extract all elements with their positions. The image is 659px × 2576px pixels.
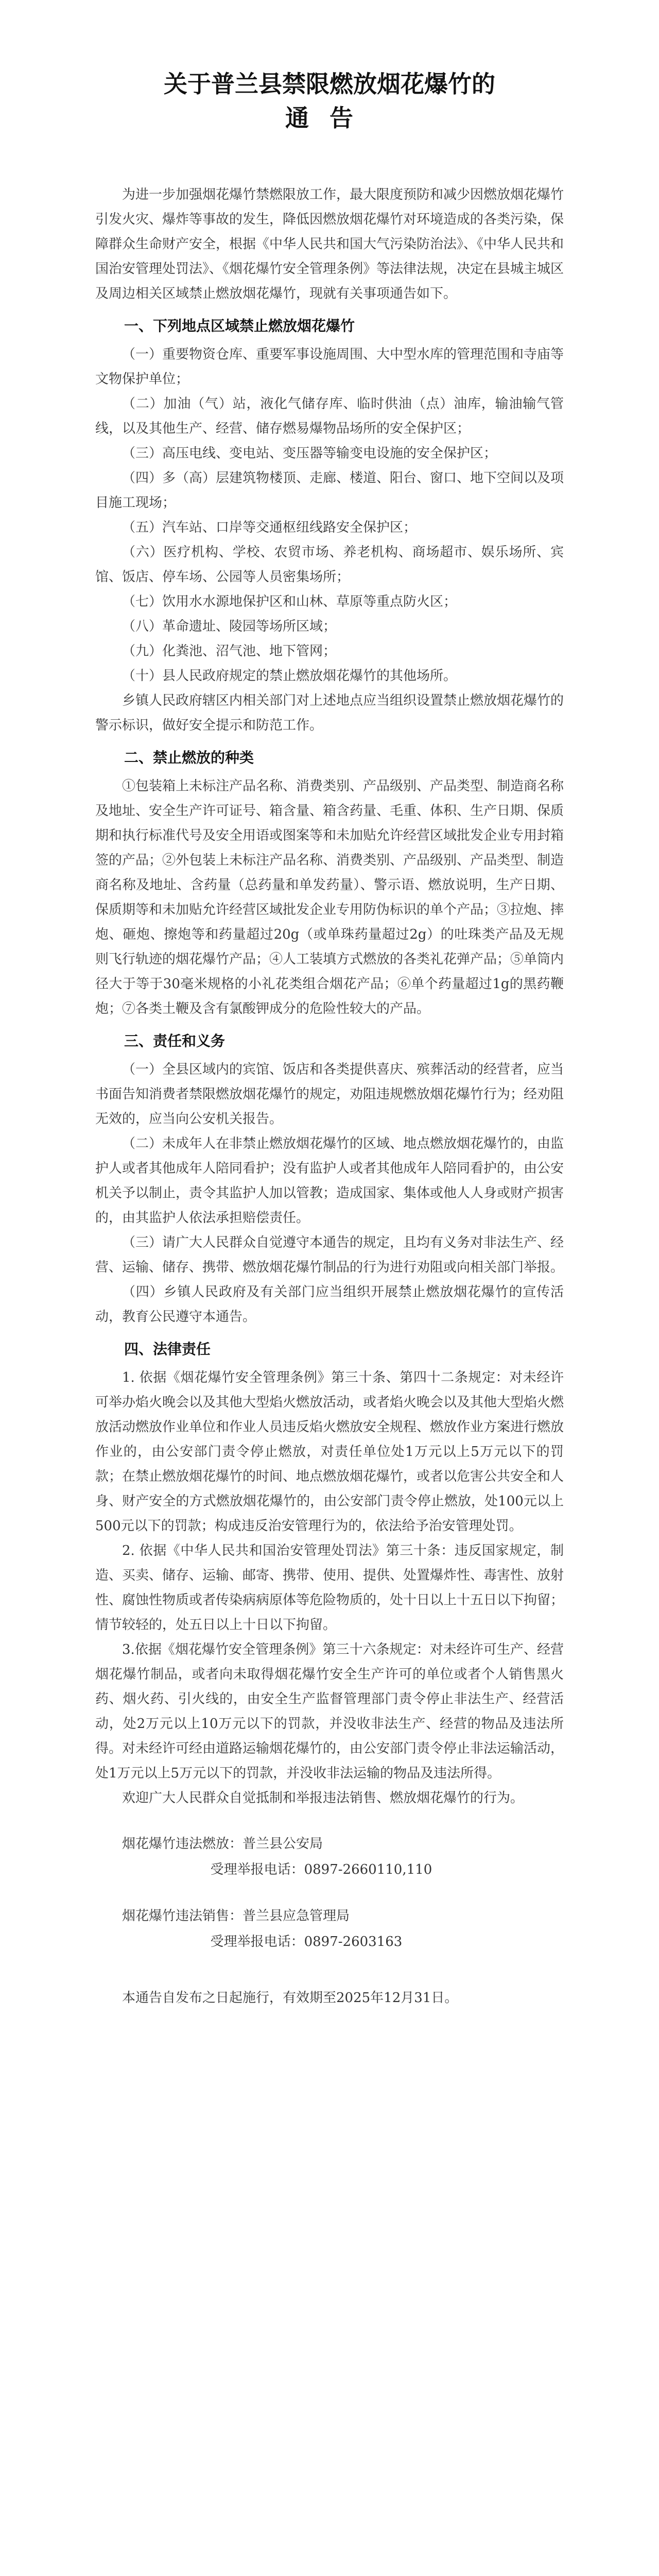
- section-1-heading: 一、下列地点区域禁止燃放烟花爆竹: [124, 317, 355, 334]
- section-1-item: （八）革命遗址、陵园等场所区域；: [122, 619, 337, 634]
- section-4-item: 1. 依据《烟花爆竹安全管理条例》第三十条、第四十二条规定：对未经许可举办焰火晚会以及其他大型焰火燃放活动，或者焰火晚会以及其他大型焰火燃放活动燃放作业单位和作业人员违反焰火燃放安全规程、燃放作业方案进行燃放作业的，由公安部门责令停止燃放，对责任单位处1万元以上5万元以下的罚款；在禁止燃放烟花爆竹的时间、地点燃放烟花爆竹，或者以危害公共安全和人身、财产安全的方式燃放烟花爆竹的，由公安部门责令停止燃放，处100元以上500元以下的罚款；构成违反治安管理行为的，依法给予治安管理处罚。: [95, 1370, 564, 1534]
- section-1-closing: 乡镇人民政府辖区内相关部门对上述地点应当组织设置禁止燃放烟花爆竹的警示标识，做好安全提示和防范工作。: [95, 693, 564, 733]
- section-1-item: （五）汽车站、口岸等交通枢纽线路安全保护区；: [122, 520, 417, 535]
- spacer: [95, 1883, 564, 1903]
- section-3-item: （一）全县区域内的宾馆、饭店和各类提供喜庆、殡葬活动的经营者，应当书面告知消费者禁限燃放烟花爆竹的规定，劝阻违规燃放烟花爆竹行为；经劝阻无效的，应当向公安机关报告。: [95, 1062, 564, 1127]
- section-1-item: （三）高压电线、变电站、变压器等输变电设施的安全保护区；: [122, 446, 497, 461]
- contact-emergency-label: 烟花爆竹违法销售：普兰县应急管理局: [122, 1908, 350, 1924]
- section-1-item: （七）饮用水水源地保护区和山林、草原等重点防火区；: [122, 594, 457, 609]
- section-2-heading: 二、禁止燃放的种类: [124, 749, 254, 766]
- effective-date-note: 本通告自发布之日起施行，有效期至2025年12月31日。: [122, 1990, 458, 2006]
- section-3-item: （三）请广大人民群众自觉遵守本通告的规定，且均有义务对非法生产、经营、运输、储存、携带、燃放烟花爆竹制品的行为进行劝阻或向相关部门举报。: [95, 1235, 564, 1275]
- intro-paragraph: 为进一步加强烟花爆竹禁燃限放工作，最大限度预防和减少因燃放烟花爆竹引发火灾、爆炸等事故的发生，降低因燃放烟花爆竹对环境造成的各类污染，保障群众生命财产安全，根据《中华人民共和国大气污染防治法》、《中华人民共和国治安管理处罚法》、《烟花爆竹安全管理条例》等法律法规，决定在县城主城区及周边相关区域禁止燃放烟花爆竹，现就有关事项通告如下。: [95, 187, 564, 301]
- section-3-item: （二）未成年人在非禁止燃放烟花爆竹的区域、地点燃放烟花爆竹的，由监护人或者其他成年人陪同看护；没有监护人或者其他成年人陪同看护的，由公安机关予以制止，责令其监护人加以管教；造成国家、集体或他人人身或财产损害的，由其监护人依法承担赔偿责任。: [95, 1136, 564, 1226]
- contact-police-label: 烟花爆竹违法燃放：普兰县公安局: [122, 1836, 323, 1852]
- section-3-item: （四）乡镇人民政府及有关部门应当组织开展禁止燃放烟花爆竹的宣传活动，教育公民遵守本通告。: [95, 1284, 564, 1325]
- section-1-item: （九）化粪池、沼气池、地下管网；: [122, 643, 337, 659]
- section-1-item: （四）多（高）层建筑物楼顶、走廊、楼道、阳台、窗口、地下空间以及项目施工现场；: [95, 470, 564, 511]
- document-subtitle: 通告: [285, 104, 374, 132]
- section-1-item: （二）加油（气）站，液化气储存库、临时供油（点）油库，输油输气管线，以及其他生产、经营、储存燃易爆物品场所的安全保护区；: [95, 396, 564, 436]
- document-title: 关于普兰县禁限燃放烟花爆竹的: [164, 70, 495, 98]
- section-4-item: 3.依据《烟花爆竹安全管理条例》第三十六条规定：对未经许可生产、经营烟花爆竹制品，或者向未取得烟花爆竹安全生产许可的单位或者个人销售黑火药、烟火药、引火线的，由安全生产监督管理部门责令停止非法生产、经营活动，处2万元以上10万元以下的罚款，并没收非法生产、经营的物品及违法所得。对未经许可经由道路运输烟花爆竹的，由公安部门责令停止非法运输活动，处1万元以上5万元以下的罚款，并没收非法运输的物品及违法所得。: [95, 1642, 564, 1781]
- contact-emergency-phone: 受理举报电话：0897-2603163: [210, 1934, 403, 1950]
- section-2-body: ①包装箱上未标注产品名称、消费类别、产品级别、产品类型、制造商名称及地址、安全生产许可证号、箱含量、箱含药量、毛重、体积、生产日期、保质期和执行标准代号及安全用语或图案等和未加贴允许经营区域批发企业专用封箱签的产品；②外包装上未标注产品名称、消费类别、产品级别、产品类型、制造商名称及地址、含药量（总药量和单发药量）、警示语、燃放说明，生产日期、保质期等和未加贴允许经营区域批发企业专用防伪标识的单个产品；③拉炮、摔炮、砸炮、擦炮等和药量超过20g（或单珠药量超过2g）的吐珠类产品及无规则飞行轨迹的烟花爆竹产品；④人工装填方式燃放的各类礼花弹产品；⑤单筒内径大于等于30毫米规格的小礼花类组合烟花产品；⑥单个药量超过1g的黑药鞭炮；⑦各类土鞭及含有氯酸钾成分的危险性较大的产品。: [95, 778, 564, 1016]
- section-4-heading: 四、法律责任: [124, 1341, 211, 1358]
- section-1-item: （十）县人民政府规定的禁止燃放烟花爆竹的其他场所。: [122, 668, 457, 684]
- section-4-item: 2. 依据《中华人民共和国治安管理处罚法》第三十条：违反国家规定，制造、买卖、储存、运输、邮寄、携带、使用、提供、处置爆炸性、毒害性、放射性、腐蚀性物质或者传染病病原体等危险物质的，处十日以上十五日以下拘留；情节较轻的，处五日以上十日以下拘留。: [95, 1543, 564, 1633]
- section-1-item: （一）重要物资仓库、重要军事设施周围、大中型水库的管理范围和寺庙等文物保护单位；: [95, 347, 564, 387]
- section-4-closing: 欢迎广大人民群众自觉抵制和举报违法销售、燃放烟花爆竹的行为。: [122, 1790, 524, 1806]
- section-1-item: （六）医疗机构、学校、农贸市场、养老机构、商场超市、娱乐场所、宾馆、饭店、停车场、公园等人员密集场所；: [95, 545, 564, 585]
- spacer: [95, 1810, 564, 1831]
- contact-police-phone: 受理举报电话：0897-2660110,110: [210, 1862, 432, 1877]
- section-3-heading: 三、责任和义务: [124, 1032, 226, 1049]
